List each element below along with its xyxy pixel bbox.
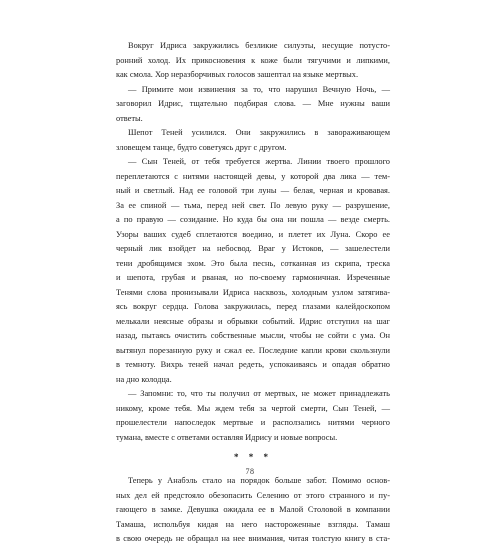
text-line: а по правую — созидание. Но куда бы она ни пошла — везде смерть. <box>116 215 390 224</box>
text-line: никому, кроме тебя. Мы ждем тебя за чертой смерти, Сын Теней, — <box>116 403 390 413</box>
text-line: Узоры ваших судеб сплетаются воедино, и плетет их Луна. Скоро ее <box>116 229 390 239</box>
text-line: мелькали неясные образы и обрывки событий. Идрис отступил на шаг <box>116 316 390 326</box>
section-separator: * * * <box>234 452 272 462</box>
text-line: тумана, вместе с ответами оставляя Идрису и новые вопросы. <box>116 432 338 442</box>
text-line: на дно колодца. <box>116 374 172 384</box>
text-line: в темноту. Вихрь теней начал редеть, успокаиваясь и опадая обратно <box>116 360 390 369</box>
text-line: Тенями слова пронизывали Идриса насквозь, холодным узлом затягива- <box>116 287 390 297</box>
text-line: ных дел ей предстояло обезопасить Селению от этого странного и пу- <box>116 490 390 500</box>
text-line: Вокруг Идриса закружились безликие силуэты, несущие потусто- <box>128 41 390 50</box>
text-line: Тамаша, испольбуя кидая на него настороженные взгляды. Тамаш <box>116 519 390 529</box>
text-line: прошелестели напоследок мертвые и расползались нитями черного <box>116 418 390 427</box>
text-line: переплетаются с нитями настоящей девы, у которой два лика — тем- <box>116 171 390 181</box>
text-line: ный и светлый. Над ее головой три луны — белая, черная и кровавая. <box>116 186 390 195</box>
text-block-top <box>116 39 390 445</box>
page-number: 78 <box>245 467 255 476</box>
text-line: Шепот Теней усилился. Они закружились в завораживающем <box>128 128 390 137</box>
text-line: зловещем танце, будто советуясь друг с другом. <box>116 142 287 152</box>
text-line: — Сын Теней, от тебя требуется жертва. Линии твоего прошлого <box>128 157 390 166</box>
text-line: — Запомни: то, что ты получил от мертвых, не может принадлежать <box>128 389 390 398</box>
text-line: тени дробящимся эхом. Это была песнь, сотканная из скрипа, треска <box>116 258 390 268</box>
text-line: вытянул порезанную руку и сжал ее. Последние капли крови скользнули <box>116 345 390 355</box>
text-line: ответы. <box>116 113 143 123</box>
text-line: как смола. Хор неразборчивых голосов зашептал на языке мертвых. <box>116 70 359 79</box>
text-line: и шепота, грубая и рваная, но по-своему гармоничная. Изреченные <box>116 273 390 282</box>
text-line: — Примите мои извинения за то, что нарушил Вечную Ночь, — <box>128 84 390 94</box>
text-line: в свою очередь не обращал на нее внимания, читая толстую книгу в ста- <box>116 534 390 543</box>
text-line: За ее спиной — тьма, перед ней свет. По левую руку — разрушение, <box>116 200 390 210</box>
text-line: ясь вокруг сердца. Голова закружилась, перед глазами калейдоскопом <box>116 302 390 311</box>
text-line: гающего в замке. Девушка ожидала ее в Малой Столовой в компании <box>116 505 390 514</box>
text-line: назад, пытаясь очистить собственные мысли, чтобы не сойти с ума. Он <box>116 331 390 340</box>
text-block-bottom <box>116 474 390 547</box>
text-line: ронний холод. Их прикосновения к коже были тягучими и липкими, <box>116 55 390 65</box>
text-line: черный лик взойдет на небосвод. Враг у Истоков, — зашелестели <box>116 244 390 253</box>
text-line: Теперь у Анабэль стало на порядок больше забот. Помимо основ- <box>128 476 390 485</box>
text-line: заговорил Идрис, тщательно подбирая слова. — Мне нужны ваши <box>116 99 390 108</box>
